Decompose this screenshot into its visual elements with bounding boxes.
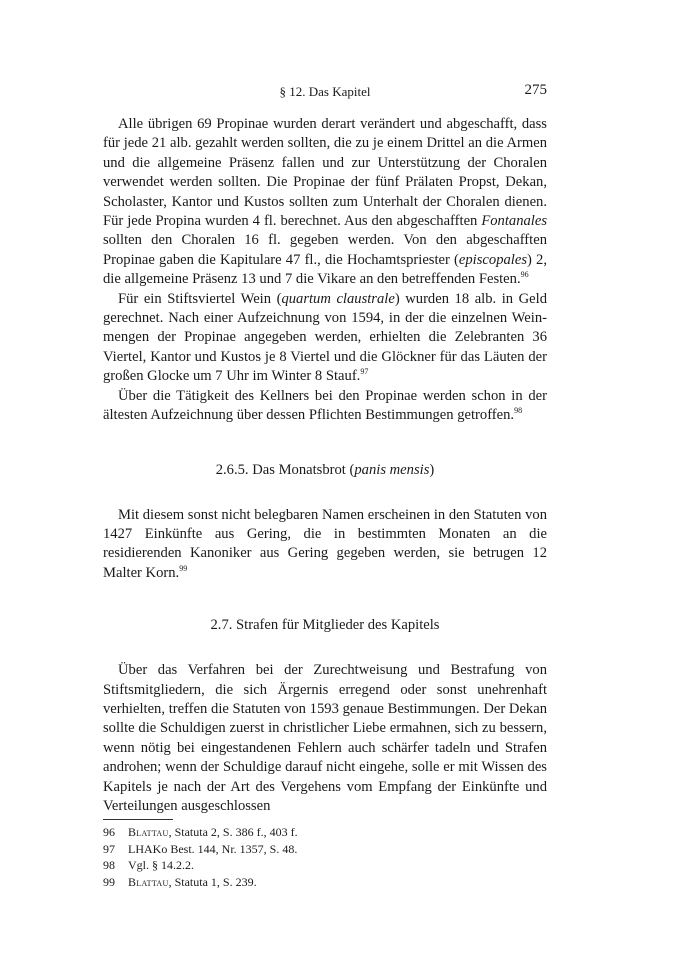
paragraph-strafen: Über das Verfahren bei der Zurechtweisung und Bestrafung von Stiftsmitgliedern, die sich Ärgernis erregend oder sonst unehrenhaft verhielten, treffen die Statuten von 1593 genaue Bestimmungen. Der Dekan sollte die Schuldigen zuerst in christlicher Liebe ermahnen, sich zu bessern, wenn nötig bei eingestandenen Fehlern auch schärfer tadeln und Strafen androhen; wenn der Schuldige darauf nicht eingehe, solle er mit Wissen des Kapitels je nach der Art des Vergehens vom Empfang der Einkünfte und Verteilungen ausgeschlossen — [103, 662, 547, 814]
footnote-ref-97: 97 — [360, 367, 369, 377]
footnote-97: 97 LHAKo Best. 144, Nr. 1357, S. 48. — [103, 841, 298, 856]
footnote-divider — [103, 819, 173, 820]
footnote-ref-96: 96 — [520, 270, 529, 280]
paragraph-stiftsviertel: Für ein Stiftsviertel Wein (quartum claustrale) wurden 18 alb. in Geld gerechnet. Nach einer Aufzeichnung von 1594, in der die einzelnen Weinmengen der Propinae angegeben werden, erhielten die Zelebranten 36 Viertel, Kantor und Kustos je 8 Viertel und die Glöckner für das Läuten der großen Glocke um 7 Uhr im Winter 8 Stauf.$^{97}$ — [103, 290, 547, 385]
paragraph-monatsbrot: Mit diesem sonst nicht belegbaren Namen erscheinen in den Statuten von 1427 Einkünfte aus Gering, die in bestimmten Monaten an die residierenden Kanoniker aus Gering gegeben werden, sie betrugen 12 Malter Korn.$^{99}$ — [103, 506, 547, 581]
running-title: § 12. Das Kapitel — [279, 84, 371, 99]
footnote-ref-98: 98 — [514, 406, 523, 416]
running-header — [103, 82, 547, 106]
footnote-96: 96 Blattau, Statuta 2, S. 386 f., 403 f. — [103, 825, 298, 840]
footnote-98: 98 Vgl. § 14.2.2. — [103, 858, 194, 873]
section-heading-monatsbrot: 2.6.5. Das Monatsbrot (panis mensis) — [215, 461, 435, 478]
section-heading-strafen: 2.7. Strafen für Mitglieder des Kapitels — [210, 617, 440, 634]
book-page — [103, 82, 547, 890]
footnote-99: 99 Blattau, Statuta 1, S. 239. — [103, 874, 257, 889]
body-text — [103, 115, 547, 816]
page-number: 275 — [524, 82, 547, 98]
paragraph-propinae: Alle übrigen 69 Propinae wurden derart verändert und abgeschafft, dass für jede 21 alb. gezahlt werden sollten, die zu je einem Drittel an die Armen und die allgemeine Präsenz fallen und zur Unterstützung der Choralen verwendet werden sollten. Die Propinae der fünf Prälaten Propst, Dekan, Scholaster, Kantor und Kustos sollten zum Unterhalt der Choralen dienen. Für jede Propina wurden 4 fl. berechnet. Aus den abgeschafften Fontanales sollten den Choralen 16 fl. gegeben werden. Von den abgeschafften Propinae gaben die Kapitulare 47 fl., die Hochamtspriester (episcopales) 2, die allgemeine Präsenz 13 und 7 die Vikare an den betreffenden Festen.$^{96}$ — [103, 116, 547, 288]
footnotes — [103, 824, 547, 890]
footnote-ref-99: 99 — [179, 563, 188, 573]
paragraph-kellner: Über die Tätigkeit des Kellners bei den Propinae werden schon in der ältesten Aufzeichnung über dessen Pflichten Bestimmungen getroffen.$^{98}$ — [103, 387, 547, 424]
